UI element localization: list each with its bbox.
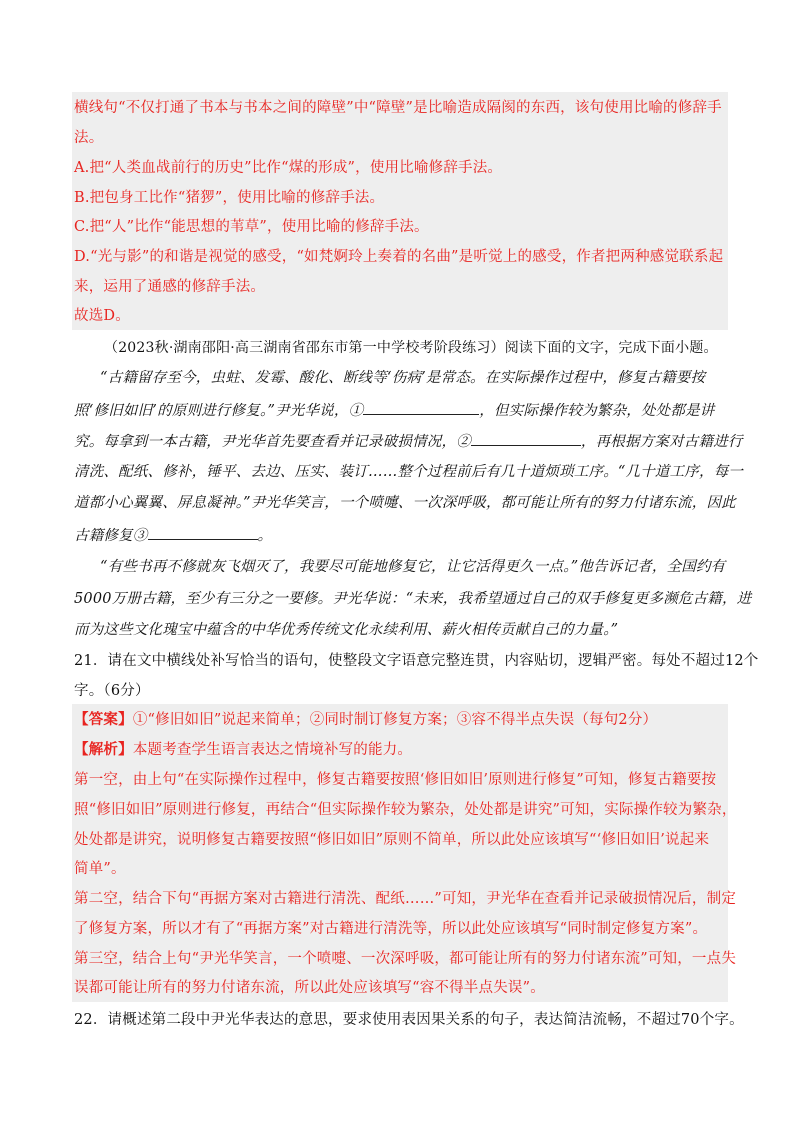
analysis-line: 处处都是讲究，说明修复古籍要按照“修旧如旧”原则不简单，所以此处应该填写“‘修旧如旧’说起来 [74, 832, 710, 848]
analysis-line: 第一空，由上句“在实际操作过程中，修复古籍要按照‘修旧如旧’原则进行修复”可知，修复古籍要按 [74, 772, 717, 788]
answer-line: 【答案】①“修旧如旧”说起来简单；②同时制订修复方案；③容不得半点失误（每句2分） [74, 711, 658, 728]
analysis-line: 误都可能让所有的努力付诸东流，所以此处应该填写“容不得半点失误”。 [74, 980, 545, 996]
passage-line: 究。每拿到一本古籍，尹光华首先要查看并记录破损情况，② ，再根据方案对古籍进行 [74, 430, 743, 452]
analysis-line: 简单”。 [74, 861, 126, 877]
analysis-line: 了修复方案，所以才有了“再据方案”对古籍进行清洗等，所以此处应该填写“同时制定修复方案”。 [74, 921, 708, 937]
option-b-line: B.把包身工比作“猪猡”，使用比喻的修辞手法。 [74, 190, 385, 206]
question-21-line: 21．请在文中横线处补写恰当的语句，使整段文字语意完整连贯，内容贴切，逻辑严密。每处不超过12个 [74, 653, 759, 669]
analysis-line: 【解析】本题考查学生语言表达之情境补写的能力。 [74, 741, 413, 758]
source-line: （2023秋·湖南邵阳·高三湖南省邵东市第一中学校考阶段练习）阅读下面的文字，完成下面小题。 [104, 340, 718, 356]
passage-line: 而为这些文化瑰宝中蕴含的中华优秀传统文化永续利用、薪火相传贡献自己的力量。” [74, 622, 619, 638]
analysis-line: 照“修旧如旧”原则进行修复，再结合“但实际操作较为繁杂，处处都是讲究”可知，实际操作较为繁杂， [74, 802, 737, 818]
analysis-line: 第三空，结合上句“尹光华笑言，一个喷嚏、一次深呼吸，都可能让所有的努力付诸东流”可知，一点失 [74, 951, 737, 967]
passage-line: 古籍修复③ 。 [74, 524, 272, 546]
answer-tag: 【答案】 [74, 711, 133, 728]
option-c-line: C.把“人”比作“能思想的苇草”，使用比喻的修辞手法。 [74, 219, 429, 235]
prev-answer-line: 法。 [74, 130, 104, 146]
passage-line: 清洗、配纸、修补，锤平、去边、压实、装订……整个过程前后有几十道烦琐工序。“几十道工序，每一 [74, 464, 744, 480]
option-a-line: A.把“人类血战前行的历史”比作“煤的形成”，使用比喻修辞手法。 [74, 160, 503, 176]
passage-line: “古籍留存至今，虫蛀、发霉、酸化、断线等‘伤病’是常态。在实际操作过程中，修复古籍要按 [100, 370, 706, 386]
question-22: 22．请概述第二段中尹光华表达的意思，要求使用表因果关系的句子，表达简洁流畅，不超过70个字。 [74, 1012, 744, 1028]
passage-line: 道都小心翼翼、屏息凝神。”尹光华笑言，一个喷嚏、一次深呼吸，都可能让所有的努力付诸东流，因此 [74, 495, 736, 511]
question-21-line: 字。（6分） [74, 683, 150, 699]
passage-line: 照‘修旧如旧’的原则进行修复。”尹光华说，① ，但实际操作较为繁杂，处处都是讲 [74, 399, 714, 421]
passage-line: 5000万册古籍，至少有三分之一要修。尹光华说：“未来，我希望通过自己的双手修复更多濒危古籍，进 [74, 591, 752, 607]
answer-choice: 故选D。 [74, 308, 130, 324]
option-d-line: D.“光与影”的和谐是视觉的感受，“如梵婀玲上奏着的名曲”是听觉上的感受，作者把两种感觉联系起 [74, 249, 724, 265]
prev-answer-line: 横线句“不仅打通了书本与书本之间的障壁”中“障壁”是比喻造成隔阂的东西，该句使用比喻的修辞手 [74, 100, 722, 116]
blank-2[interactable] [471, 430, 581, 446]
analysis-tag: 【解析】 [74, 741, 133, 758]
blank-1[interactable] [363, 399, 479, 415]
option-d-line: 来，运用了通感的修辞手法。 [74, 279, 266, 295]
analysis-line: 第二空，结合下句“再据方案对古籍进行清洗、配纸……”可知，尹光华在查看并记录破损情况后，制定 [74, 891, 737, 907]
blank-3[interactable] [148, 524, 258, 540]
passage-line: “有些书再不修就灰飞烟灭了，我要尽可能地修复它，让它活得更久一点。”他告诉记者，全国约有 [100, 559, 726, 575]
